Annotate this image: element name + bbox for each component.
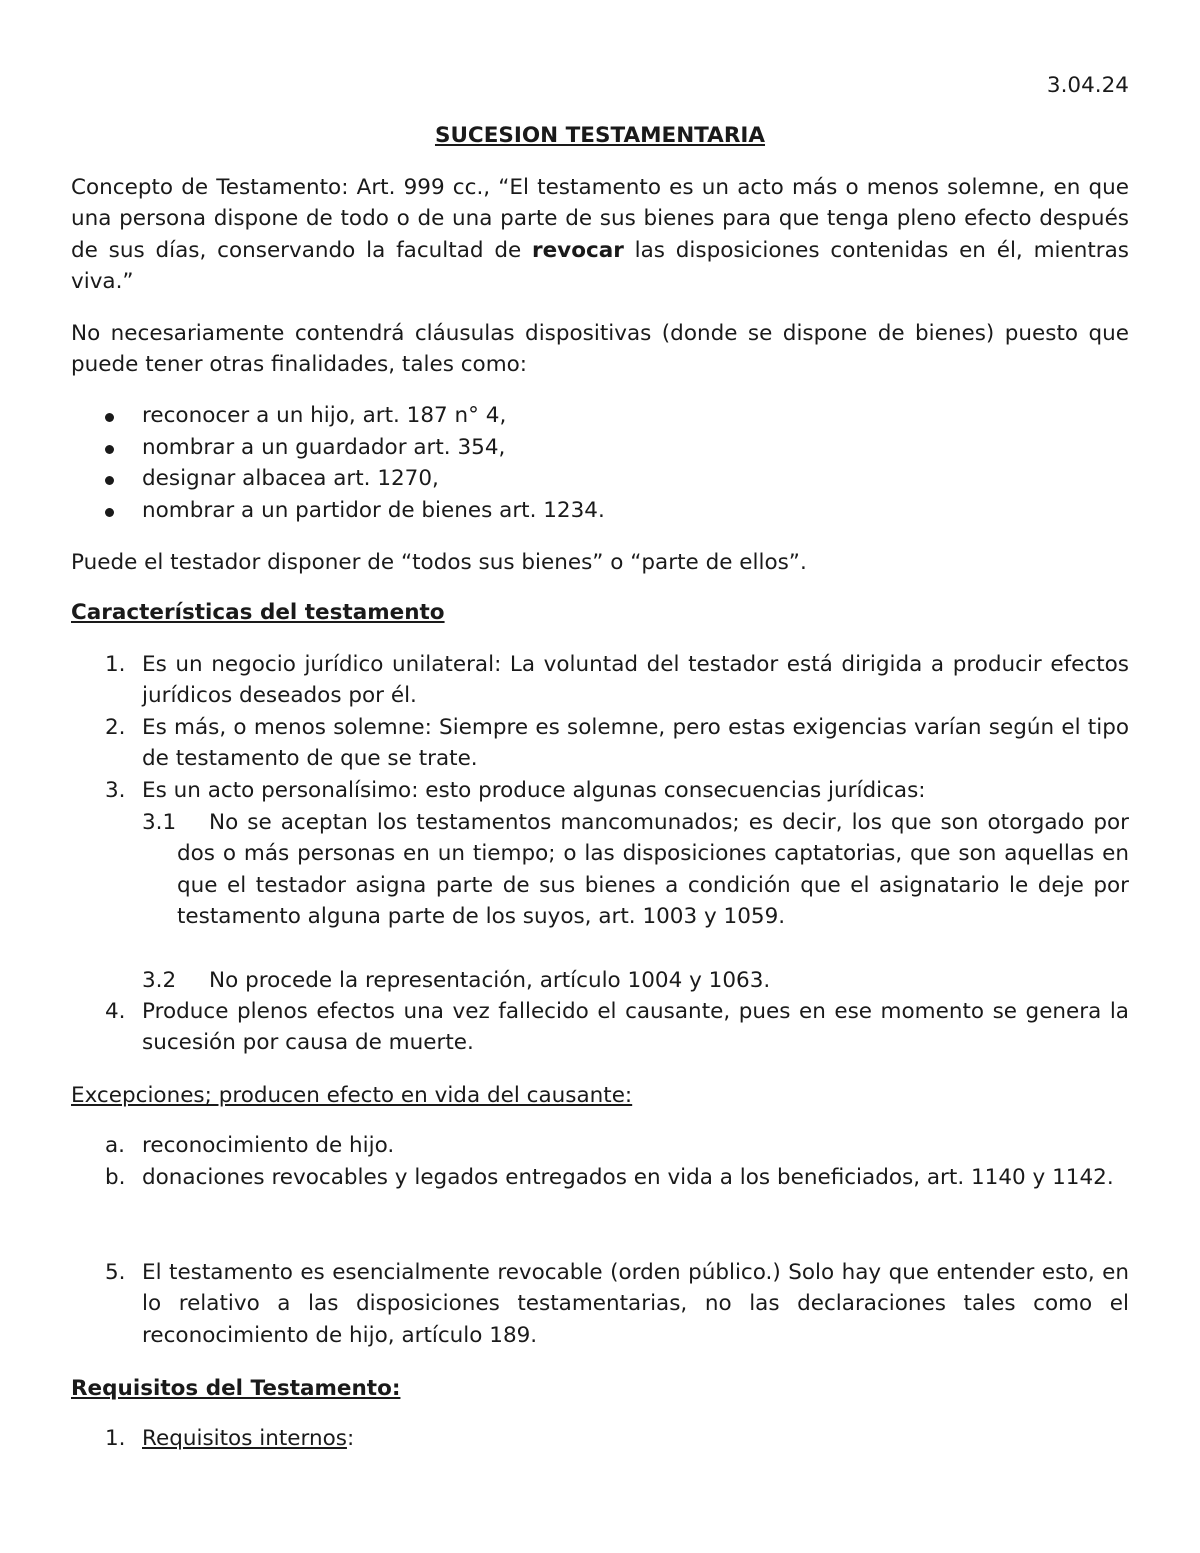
heading-excepciones: Excepciones; producen efecto en vida del causante: xyxy=(71,1083,633,1108)
list-item xyxy=(142,463,1129,494)
sub-list-item-text: No se aceptan los testamentos mancomunados; es decir, los que son otorgado por dos o más personas en un tiempo; o las disposiciones captatorias, que son aquellas en que el testador asigna parte de sus bienes a condición que el asignatario le deje por testamento alguna parte de los suyos, art. 1003 y 1059. xyxy=(177,810,1129,930)
list-item-text: reconocimiento de hijo. xyxy=(142,1133,395,1158)
bullet-icon xyxy=(105,476,114,485)
requisitos-internos-suffix: : xyxy=(346,1426,355,1451)
heading-requisitos: Requisitos del Testamento: xyxy=(71,1376,401,1401)
list-item-number: 2. xyxy=(105,715,126,740)
list-item xyxy=(105,712,1129,775)
bullet-icon xyxy=(105,413,114,422)
bullet-icon xyxy=(105,508,114,517)
concept-text: Concepto de Testamento: Art. 999 cc., “El testamento es un acto más o menos solemne, en que una persona dispone de todo o de una parte de sus bienes para que tenga pleno efecto después de sus días, conservando la facultad de xyxy=(71,175,1129,263)
list-item-text: nombrar a un guardador art. 354, xyxy=(142,435,506,460)
list-item-number: 1. xyxy=(105,652,126,677)
heading-caracteristicas: Características del testamento xyxy=(71,600,445,625)
list-item xyxy=(105,1423,1129,1454)
list-item-text: designar albacea art. 1270, xyxy=(142,466,439,491)
list-item-text: donaciones revocables y legados entregados en vida a los beneficiados, art. 1140 y 1142. xyxy=(142,1165,1114,1190)
list-item-number: 4. xyxy=(105,999,126,1024)
list-item xyxy=(105,1162,1129,1193)
list-item-number: 3. xyxy=(105,778,126,803)
sub-list-item-number: 3.2 xyxy=(142,968,177,993)
list-item xyxy=(105,1257,1129,1351)
list-item-text: El testamento es esencialmente revocable (orden público.) Solo hay que entender esto, en lo relativo a las disposiciones testamentarias, no las declaraciones tales como el reconocimiento de hijo, artículo 189. xyxy=(142,1260,1129,1348)
list-item xyxy=(105,996,1129,1059)
list-item-text: Es un negocio jurídico unilateral: La voluntad del testador está dirigida a producir efectos jurídicos deseados por él. xyxy=(142,652,1129,709)
list-item xyxy=(142,400,1129,431)
list-item-text: Es un acto personalísimo: esto produce algunas consecuencias jurídicas: xyxy=(142,778,926,803)
sub-list-item xyxy=(142,807,1129,933)
list-item xyxy=(105,649,1129,712)
list-item-text: Es más, o menos solemne: Siempre es solemne, pero estas exigencias varían según el tipo de testamento de que se trate. xyxy=(142,715,1129,772)
sub-list-item xyxy=(142,965,1129,996)
purpose-paragraph: No necesariamente contendrá cláusulas dispositivas (donde se dispone de bienes) puesto que puede tener otras finalidades, tales como: xyxy=(71,321,1129,378)
list-item-text: reconocer a un hijo, art. 187 n° 4, xyxy=(142,403,507,428)
concept-text-end: las disposiciones contenidas en él, mientras viva.” xyxy=(71,237,1129,295)
document-date: 3.04.24 xyxy=(1046,73,1129,98)
list-item xyxy=(142,432,1129,463)
list-item-text: Produce plenos efectos una vez fallecido el causante, pues en ese momento se genera la sucesión por causa de muerte. xyxy=(142,999,1129,1056)
requisitos-internos-label: Requisitos internos xyxy=(142,1426,347,1451)
list-item-letter: b. xyxy=(105,1165,126,1190)
sub-list-item-text: No procede la representación, artículo 1004 y 1063. xyxy=(209,968,771,993)
list-item-letter: a. xyxy=(105,1133,126,1158)
bullet-icon xyxy=(105,445,114,454)
list-item-number: 1. xyxy=(105,1426,126,1451)
assets-paragraph: Puede el testador disponer de “todos sus bienes” o “parte de ellos”. xyxy=(71,550,807,575)
list-item-text: nombrar a un partidor de bienes art. 1234. xyxy=(142,498,605,523)
list-item xyxy=(105,1130,1129,1161)
concept-bold-word: revocar xyxy=(532,237,624,263)
list-item xyxy=(105,775,1129,806)
list-item xyxy=(142,495,1129,526)
document-title: SUCESION TESTAMENTARIA xyxy=(434,123,766,148)
sub-list-item-number: 3.1 xyxy=(142,810,177,835)
concept-paragraph xyxy=(71,172,1129,298)
list-item-number: 5. xyxy=(105,1260,126,1285)
